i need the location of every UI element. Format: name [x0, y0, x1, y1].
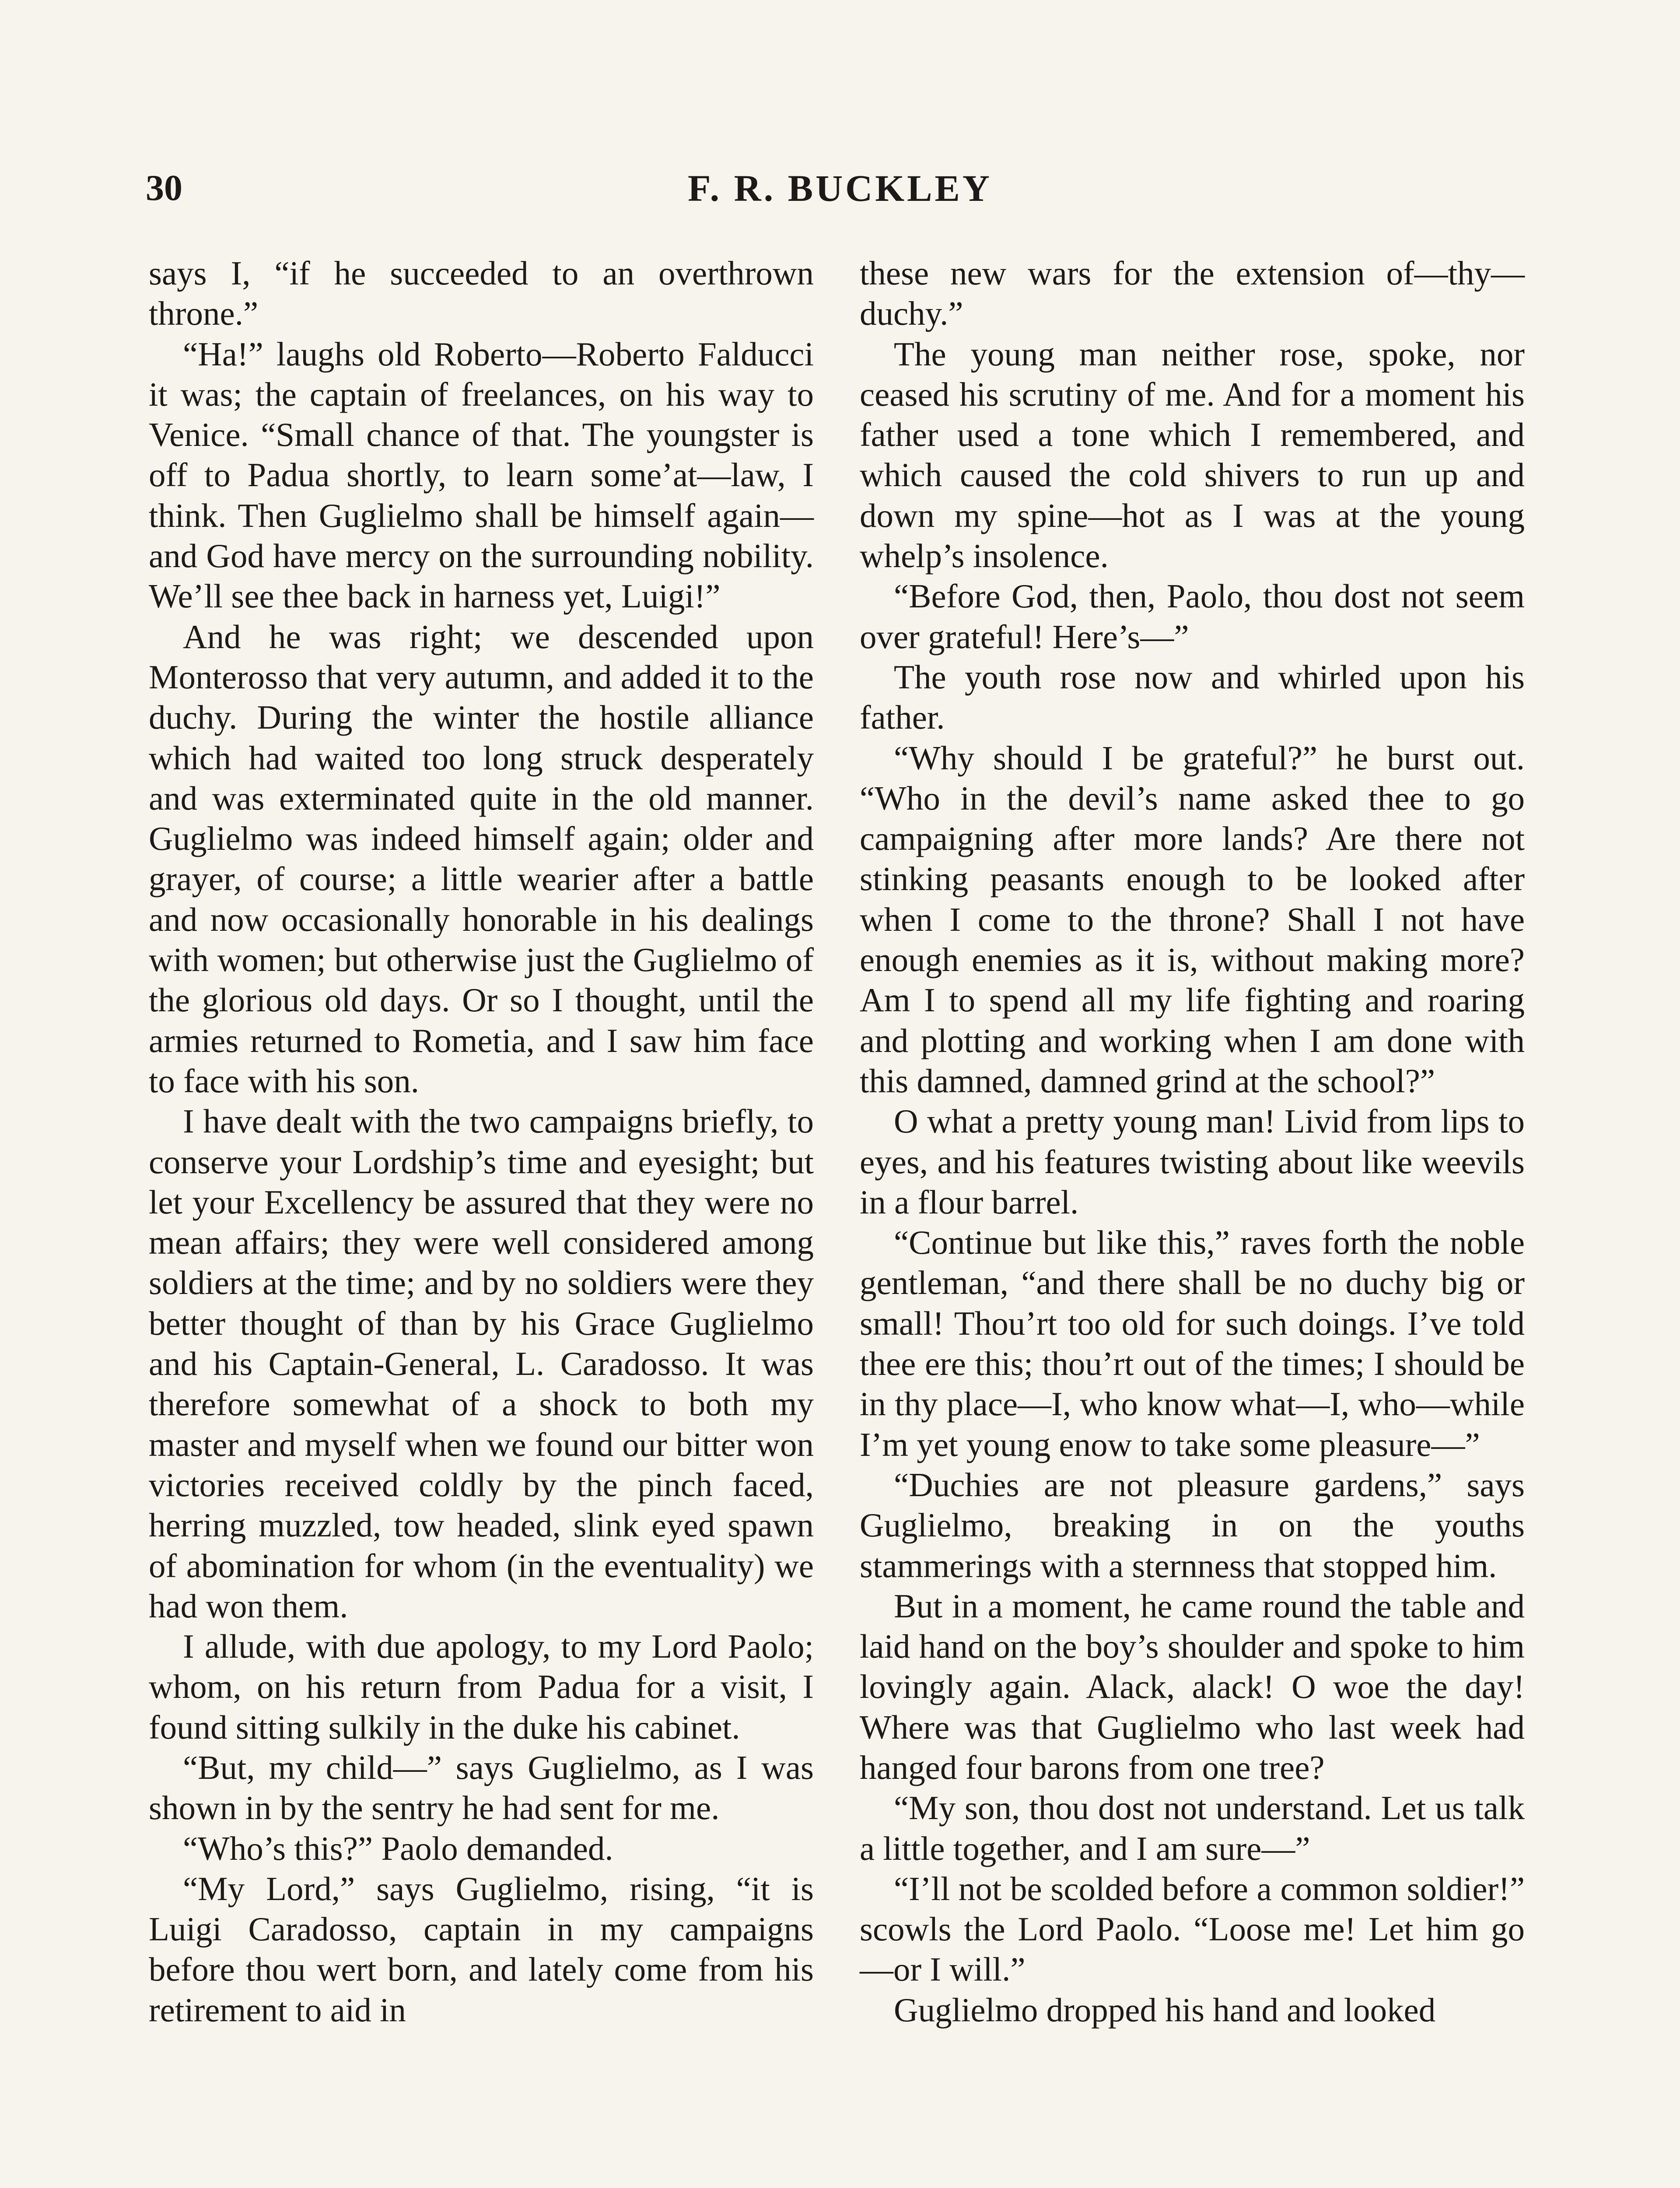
- paragraph: says I, “if he succeeded to an overthrown throne.”: [149, 254, 814, 333]
- paragraph: “Duchies are not pleasure gardens,” says Guglielmo, breaking in on the youths stammerings with a sternness that stopped him.: [860, 1466, 1525, 1585]
- page-number: 30: [146, 168, 182, 208]
- paragraph: “But, my child—” says Guglielmo, as I was shown in by the sentry he had sent for me.: [149, 1748, 814, 1827]
- paragraph: I have dealt with the two campaigns briefly, to conserve your Lordship’s time and eyesight; but let your Excellency be assured that they were no mean affairs; they were well considered among soldiers at the time; and by no soldiers were they better thought of than by his Grace Guglielmo and his Captain-General, L. Caradosso. It was therefore somewhat of a shock to both my master and myself when we found our bitter won victories received coldly by the pinch faced, herring muzzled, tow headed, slink eyed spawn of abomination for whom (in the eventuality) we had won them.: [149, 1102, 814, 1625]
- paragraph: The young man neither rose, spoke, nor ceased his scrutiny of me. And for a moment his father used a tone which I remembered, and which caused the cold shivers to run up and down my spine—hot as I was at the young whelp’s insolence.: [860, 335, 1525, 575]
- left-column: [149, 253, 814, 2030]
- paragraph: I allude, with due apology, to my Lord Paolo; whom, on his return from Padua for a visit, I found sitting sulkily in the duke his cabinet.: [149, 1627, 814, 1746]
- running-head-author: F. R. BUCKLEY: [687, 167, 993, 209]
- paragraph: Guglielmo dropped his hand and looked: [894, 1991, 1436, 2029]
- paragraph: “I’ll not be scolded before a common soldier!” scowls the Lord Paolo. “Loose me! Let him go—or I will.”: [860, 1869, 1525, 1988]
- paragraph: The youth rose now and whirled upon his father.: [860, 658, 1525, 736]
- right-column: [860, 253, 1525, 2030]
- paragraph: But in a moment, he came round the table and laid hand on the boy’s shoulder and spoke to him lovingly again. Alack, alack! O woe the day! Where was that Guglielmo who last week had hanged four barons from one tree?: [860, 1587, 1525, 1786]
- paragraph: “My son, thou dost not understand. Let us talk a little together, and I am sure—”: [860, 1789, 1525, 1867]
- paragraph: “Ha!” laughs old Roberto—Roberto Falducci it was; the captain of freelances, on his way to Venice. “Small chance of that. The youngster is off to Padua shortly, to learn some’at—law, I think. Then Guglielmo shall be himself again—and God have mercy on the surrounding nobility. We’ll see thee back in harness yet, Luigi!”: [149, 335, 814, 615]
- paragraph: “Who’s this?” Paolo demanded.: [183, 1829, 613, 1867]
- paragraph: “My Lord,” says Guglielmo, rising, “it is Luigi Caradosso, captain in my campaigns before thou wert born, and lately come from his retirement to aid in: [149, 1869, 814, 2029]
- paragraph: “Continue but like this,” raves forth the noble gentleman, “and there shall be no duchy big or small! Thou’rt too old for such doings. I’ve told thee ere this; thou’rt out of the times; I should be in thy place—I, who know what—I, who—while I’m yet young enow to take some pleasure—”: [860, 1224, 1525, 1463]
- page-header: [0, 162, 1680, 214]
- paragraph: O what a pretty young man! Livid from lips to eyes, and his features twisting about like weevils in a flour barrel.: [860, 1102, 1525, 1221]
- paragraph: “Before God, then, Paolo, thou dost not seem over grateful! Here’s—”: [860, 577, 1525, 656]
- paragraph: And he was right; we descended upon Monterosso that very autumn, and added it to the duchy. During the winter the hostile alliance which had waited too long struck desperately and was exterminated quite in the old manner. Guglielmo was indeed himself again; older and grayer, of course; a little wearier after a battle and now occasionally honorable in his dealings with women; but otherwise just the Guglielmo of the glorious old days. Or so I thought, until the armies returned to Rometia, and I saw him face to face with his son.: [149, 617, 814, 1100]
- paragraph: “Why should I be grateful?” he burst out. “Who in the devil’s name asked thee to go campaigning after more lands? Are there not stinking peasants enough to be looked after when I come to the throne? Shall I not have enough enemies as it is, without making more? Am I to spend all my life fighting and roaring and plotting and working when I am done with this damned, damned grind at the school?”: [860, 739, 1525, 1100]
- paragraph: these new wars for the extension of—thy—duchy.”: [860, 254, 1525, 333]
